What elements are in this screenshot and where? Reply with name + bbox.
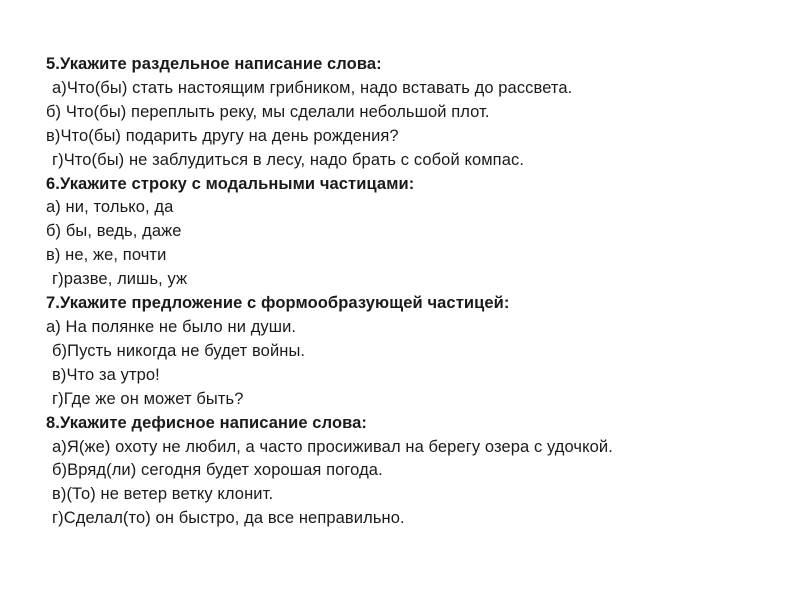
question-5-option-b: б) Что(бы) переплыть реку, мы сделали небольшой плот. — [46, 102, 490, 121]
question-6-heading: 6.Укажите строку с модальными частицами: — [46, 174, 415, 193]
question-8-option-b: б)Вряд(ли) сегодня будет хорошая погода. — [52, 461, 383, 480]
question-8-option-d: г)Сделал(то) он быстро, да все неправильно. — [52, 509, 405, 528]
question-7-option-a: а) На полянке не было ни души. — [46, 317, 297, 336]
question-8-option-c: в)(То) не ветер ветку клонит. — [52, 485, 274, 504]
quiz-text — [46, 53, 766, 531]
question-5-option-a: а)Что(бы) стать настоящим грибником, надо вставать до рассвета. — [52, 78, 573, 97]
question-5-option-d: г)Что(бы) не заблудиться в лесу, надо брать с собой компас. — [52, 150, 525, 169]
question-8-option-a: а)Я(же) охоту не любил, а часто просиживал на берегу озера с удочкой. — [52, 437, 613, 456]
question-6-option-a: а) ни, только, да — [46, 198, 174, 217]
question-5-option-c: в)Что(бы) подарить другу на день рождения? — [46, 126, 399, 145]
question-5-heading: 5.Укажите раздельное написание слова: — [46, 55, 382, 73]
question-7-option-d: г)Где же он может быть? — [52, 389, 244, 408]
question-7-heading: 7.Укажите предложение с формообразующей частицей: — [46, 294, 510, 313]
question-7-option-c: в)Что за утро! — [52, 365, 160, 384]
question-6-option-b: б) бы, ведь, даже — [46, 222, 182, 241]
question-7-option-b: б)Пусть никогда не будет войны. — [52, 341, 306, 360]
question-6-option-c: в) не, же, почти — [46, 246, 167, 265]
question-6-option-d: г)разве, лишь, уж — [52, 270, 188, 289]
question-8-heading: 8.Укажите дефисное написание слова: — [46, 413, 368, 432]
